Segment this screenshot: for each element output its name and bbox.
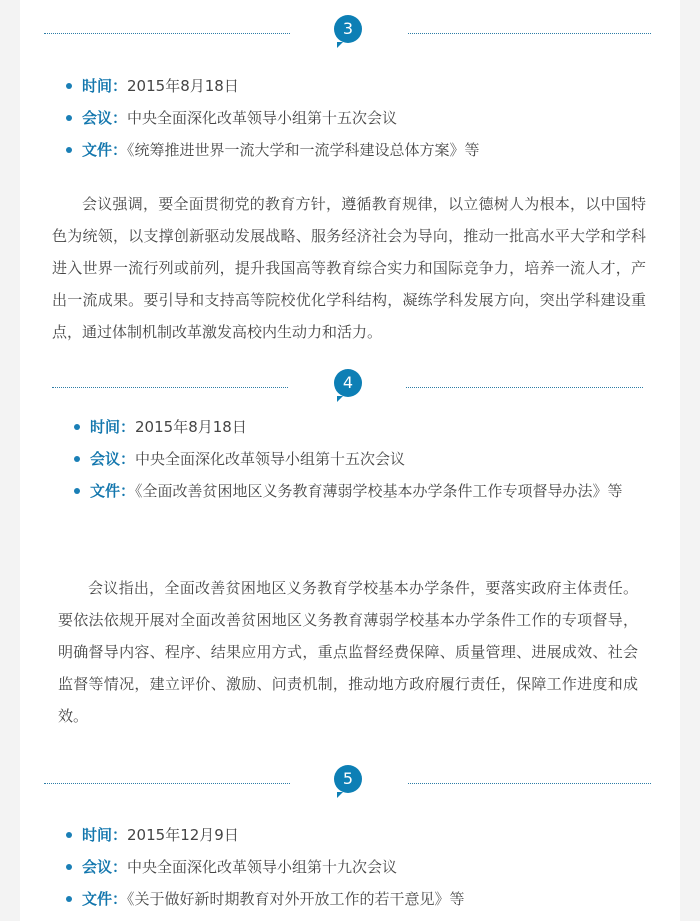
dot-bullet-icon: [74, 456, 80, 462]
section-info-list: [90, 411, 650, 507]
info-time: [90, 411, 650, 443]
section-info-list: [82, 70, 652, 166]
info-value: 中央全面深化改革领导小组第十九次会议: [127, 858, 398, 876]
info-document: [90, 475, 650, 507]
info-label: 文件：: [82, 141, 128, 159]
divider-right: [406, 387, 643, 388]
info-value: 中央全面深化改革领导小组第十五次会议: [127, 109, 398, 127]
info-value: 《统筹推进世界一流大学和一流学科建设总体方案》等: [127, 141, 480, 159]
info-label: 时间：: [82, 826, 128, 844]
dot-bullet-icon: [66, 147, 72, 153]
divider-right: [408, 783, 651, 784]
info-time: [82, 819, 652, 851]
divider-right: [408, 33, 651, 34]
info-meeting: [82, 851, 652, 883]
info-label: 会议：: [90, 450, 136, 468]
divider-left: [44, 783, 290, 784]
info-value: 《关于做好新时期教育对外开放工作的若干意见》等: [127, 890, 465, 908]
divider-left: [52, 387, 288, 388]
dot-bullet-icon: [66, 115, 72, 121]
dot-bullet-icon: [66, 864, 72, 870]
info-label: 会议：: [82, 109, 128, 127]
dot-bullet-icon: [74, 424, 80, 430]
info-time: [82, 70, 652, 102]
info-value: 2015年12月9日: [127, 826, 239, 844]
dot-bullet-icon: [66, 83, 72, 89]
section-number-badge: 4: [334, 369, 362, 397]
divider-left: [44, 33, 290, 34]
section-paragraph: 会议强调，要全面贯彻党的教育方针，遵循教育规律，以立德树人为根本，以中国特色为统领，以支撑创新驱动发展战略、服务经济社会为导向，推动一批高水平大学和学科进入世界一流行列或前列，提升我国高等教育综合实力和国际竞争力，培养一流人才，产出一流成果。要引导和支持高等院校优化学科结构，凝练学科发展方向，突出学科建设重点，通过体制机制改革激发高校内生动力和活力。: [52, 195, 646, 341]
info-value: 2015年8月18日: [127, 77, 239, 95]
info-label: 文件：: [82, 890, 128, 908]
info-value: 《全面改善贫困地区义务教育薄弱学校基本办学条件工作专项督导办法》等: [135, 482, 623, 500]
info-label: 会议：: [82, 858, 128, 876]
info-meeting: [90, 443, 650, 475]
dot-bullet-icon: [66, 832, 72, 838]
section-number-badge: 5: [334, 765, 362, 793]
info-value: 2015年8月18日: [135, 418, 247, 436]
info-label: 时间：: [90, 418, 136, 436]
section-info-list: [82, 819, 652, 915]
info-document: [82, 883, 652, 915]
info-label: 时间：: [82, 77, 128, 95]
dot-bullet-icon: [66, 896, 72, 902]
section-number-badge: 3: [334, 15, 362, 43]
info-meeting: [82, 102, 652, 134]
info-label: 文件：: [90, 482, 136, 500]
info-document: [82, 134, 652, 166]
section-paragraph: 会议指出，全面改善贫困地区义务教育学校基本办学条件，要落实政府主体责任。要依法依规开展对全面改善贫困地区义务教育薄弱学校基本办学条件工作的专项督导，明确督导内容、程序、结果应用方式，重点监督经费保障、质量管理、进展成效、社会监督等情况，建立评价、激励、问责机制，推动地方政府履行责任，保障工作进度和成效。: [58, 579, 638, 725]
info-value: 中央全面深化改革领导小组第十五次会议: [135, 450, 406, 468]
dot-bullet-icon: [74, 488, 80, 494]
article-body: [20, 0, 680, 921]
